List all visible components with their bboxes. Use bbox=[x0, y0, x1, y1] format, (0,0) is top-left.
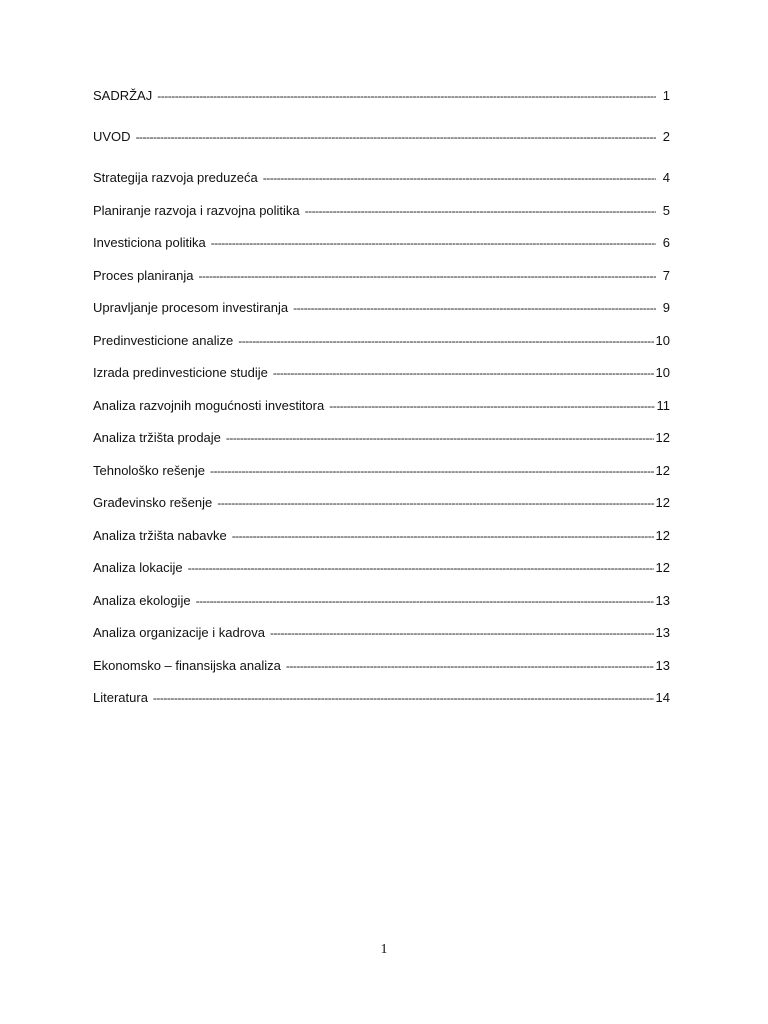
toc-entry-title: Analiza ekologije bbox=[93, 592, 191, 608]
toc-entry-page: 14 bbox=[655, 690, 670, 705]
toc-leader-dots bbox=[232, 528, 654, 544]
toc-leader-dots bbox=[226, 430, 654, 446]
toc-entry-page: 10 bbox=[655, 332, 670, 348]
toc-entry-page: 12 bbox=[655, 495, 670, 510]
toc-entry-page: 5 bbox=[662, 202, 670, 218]
toc-entry-title: Planiranje razvoja i razvojna politika bbox=[93, 202, 300, 218]
toc-entry-title: Literatura bbox=[93, 690, 148, 705]
toc-leader-dots bbox=[329, 398, 654, 414]
toc-entry-title: Predinvesticione analize bbox=[93, 332, 234, 348]
toc-entry-title: Analiza tržišta nabavke bbox=[93, 527, 227, 543]
toc-entry-page: 1 bbox=[662, 88, 670, 103]
toc-entry-title: Tehnološko rešenje bbox=[93, 462, 206, 478]
toc-entry-title: Građevinsko rešenje bbox=[93, 495, 213, 510]
toc-leader-dots bbox=[136, 129, 656, 145]
toc-entry-title: Upravljanje procesom investiranja bbox=[93, 300, 289, 315]
toc-entry-page: 13 bbox=[655, 657, 670, 673]
toc-entry bbox=[93, 235, 670, 268]
toc-entry-title: Analiza razvojnih mogućnosti investitora bbox=[93, 397, 325, 413]
toc-entry-page: 12 bbox=[655, 560, 670, 575]
toc-leader-dots bbox=[263, 170, 656, 186]
toc-entry-title: Ekonomsko – finansijska analiza bbox=[93, 657, 281, 673]
toc-leader-dots bbox=[286, 658, 654, 674]
toc-leader-dots bbox=[198, 268, 656, 284]
toc-entry-title: Investiciona politika bbox=[93, 235, 206, 250]
toc-entry bbox=[93, 203, 670, 236]
toc-entry-page: 7 bbox=[662, 267, 670, 283]
toc-leader-dots bbox=[238, 333, 653, 349]
toc-entry-page: 12 bbox=[655, 527, 670, 543]
toc-leader-dots bbox=[293, 300, 656, 316]
toc-entry bbox=[93, 658, 670, 691]
toc-entry-title: SADRŽAJ bbox=[93, 88, 153, 103]
toc-entry-page: 12 bbox=[655, 462, 670, 478]
toc-entry-page: 2 bbox=[662, 129, 670, 144]
toc-entry-page: 9 bbox=[662, 300, 670, 315]
toc-entry-title: Izrada predinvesticione studije bbox=[93, 365, 268, 380]
toc-leader-dots bbox=[210, 463, 654, 479]
toc-entry bbox=[93, 170, 670, 203]
toc-leader-dots bbox=[153, 690, 654, 706]
toc-entry bbox=[93, 300, 670, 333]
toc-entry bbox=[93, 593, 670, 626]
toc-entry bbox=[93, 495, 670, 528]
toc-entry-page: 10 bbox=[655, 365, 670, 380]
toc-entry-page: 4 bbox=[662, 170, 670, 185]
toc-entry-page: 13 bbox=[655, 625, 670, 640]
toc-entry-page: 13 bbox=[655, 592, 670, 608]
toc-entry-title: Proces planiranja bbox=[93, 267, 194, 283]
toc-entry-title: Analiza organizacije i kadrova bbox=[93, 625, 265, 640]
toc-leader-dots bbox=[196, 593, 654, 609]
toc-entry bbox=[93, 625, 670, 658]
toc-entry-title: UVOD bbox=[93, 129, 131, 144]
table-of-contents bbox=[93, 88, 670, 723]
toc-leader-dots bbox=[211, 235, 656, 251]
toc-entry bbox=[93, 398, 670, 431]
toc-leader-dots bbox=[217, 495, 653, 511]
toc-entry-title: Strategija razvoja preduzeća bbox=[93, 170, 258, 185]
toc-entry bbox=[93, 268, 670, 301]
footer-page-number: 1 bbox=[380, 942, 388, 957]
toc-entry bbox=[93, 129, 670, 170]
toc-entry-page: 6 bbox=[662, 235, 670, 250]
toc-entry bbox=[93, 528, 670, 561]
toc-entry bbox=[93, 560, 670, 593]
toc-entry bbox=[93, 88, 670, 129]
toc-entry-page: 11 bbox=[656, 397, 670, 413]
toc-entry bbox=[93, 463, 670, 496]
toc-leader-dots bbox=[157, 88, 656, 104]
toc-entry bbox=[93, 365, 670, 398]
toc-entry-title: Analiza lokacije bbox=[93, 560, 183, 575]
toc-entry-title: Analiza tržišta prodaje bbox=[93, 430, 221, 445]
toc-leader-dots bbox=[188, 560, 654, 576]
toc-entry-page: 12 bbox=[655, 430, 670, 445]
toc-leader-dots bbox=[270, 625, 654, 641]
toc-entry bbox=[93, 333, 670, 366]
toc-leader-dots bbox=[305, 203, 656, 219]
toc-leader-dots bbox=[273, 365, 654, 381]
toc-entry bbox=[93, 690, 670, 723]
toc-entry bbox=[93, 430, 670, 463]
